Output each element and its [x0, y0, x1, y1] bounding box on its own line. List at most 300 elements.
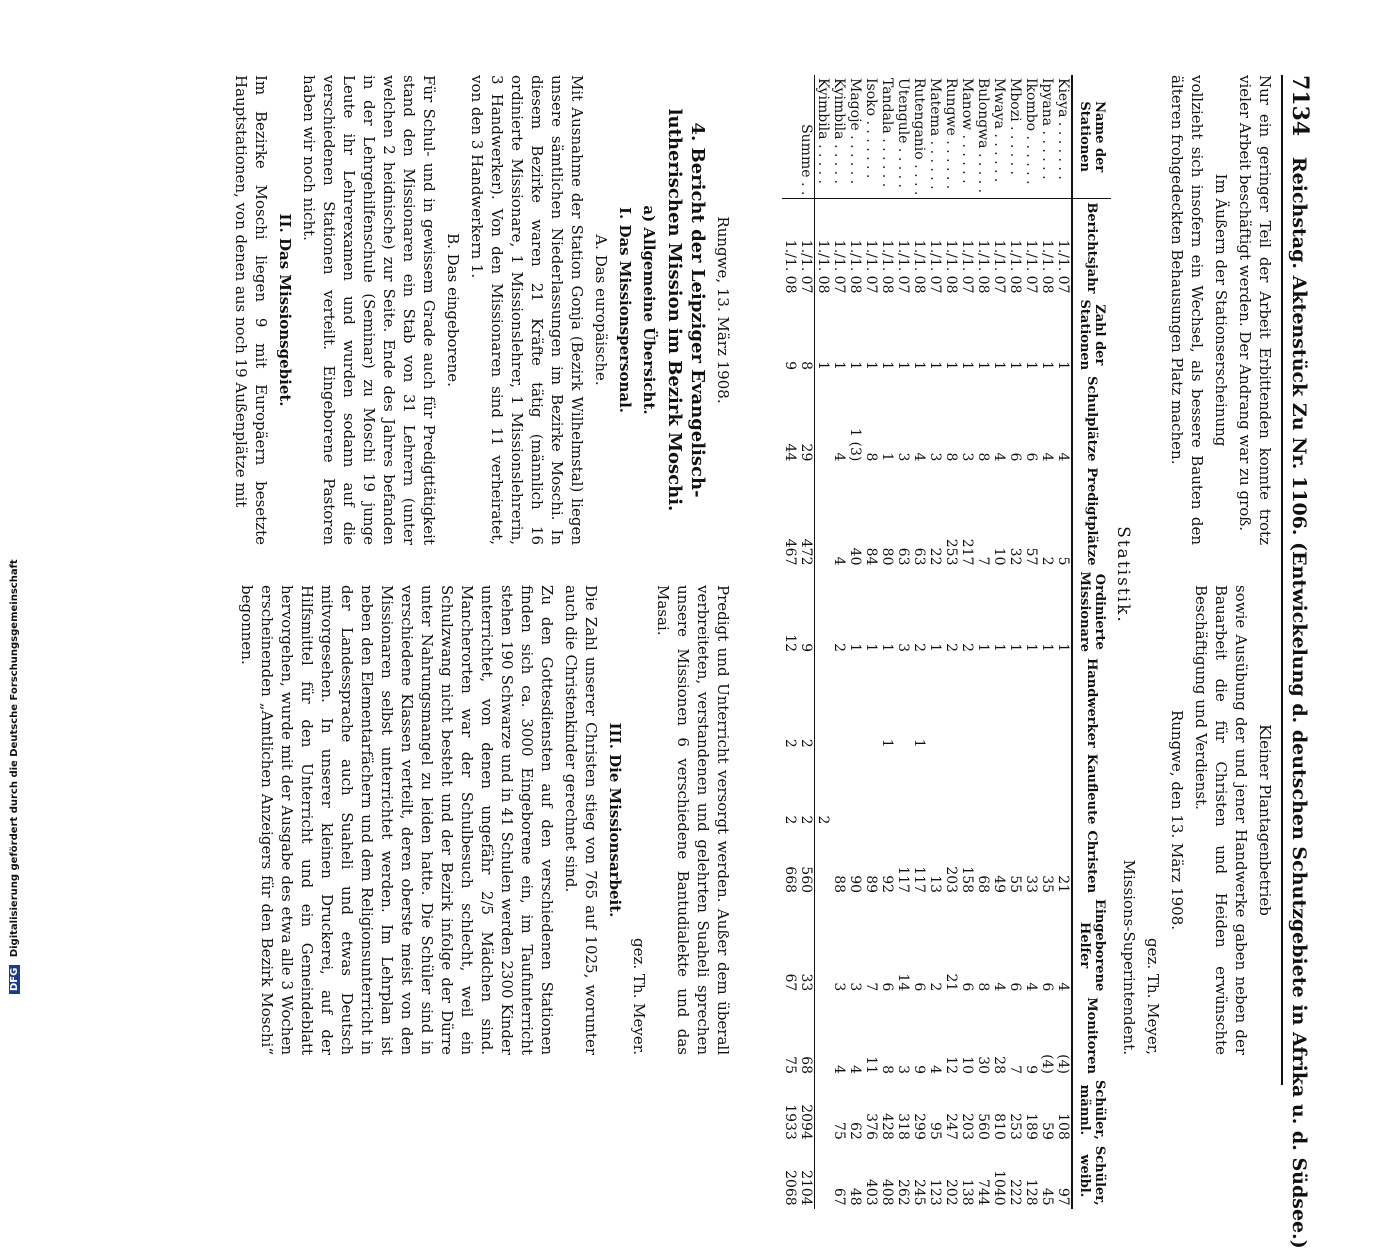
table-cell: 3	[895, 643, 911, 653]
table-cell: 29	[798, 373, 815, 464]
table-cell: 2	[927, 982, 943, 992]
table-cell: 33	[1023, 875, 1039, 894]
table-cell: 158	[959, 866, 975, 894]
table-cell: 30	[975, 1056, 991, 1074]
bottom-left-column	[227, 75, 733, 545]
table-cell: (4)	[1055, 1054, 1071, 1074]
table-cell	[815, 896, 832, 994]
table-cell: 13	[927, 875, 943, 894]
table-cell: 4	[1055, 452, 1071, 462]
table-cell: 1./1. 07	[831, 239, 847, 294]
table-cell: Ikombo . . . . . .	[1023, 75, 1039, 199]
top-right-column	[1115, 585, 1275, 1055]
table-cell: 1	[863, 643, 879, 653]
table-cell: 1	[879, 452, 895, 462]
table-cell: 744	[975, 1178, 991, 1206]
table-cell: 63	[895, 547, 911, 566]
table-cell	[863, 751, 879, 828]
table-cell: 247	[943, 1113, 959, 1140]
table-cell: 1	[1007, 361, 1023, 371]
table-cell	[927, 655, 943, 751]
table-cell	[975, 751, 991, 828]
table-cell: 467	[782, 538, 798, 566]
statistics-table	[782, 75, 1111, 1209]
table-cell	[1039, 655, 1055, 751]
table-cell: 6	[959, 982, 975, 992]
subheading: Kleiner Plantagenbetrieb	[1256, 724, 1274, 916]
table-cell: 560	[798, 827, 815, 896]
table-cell: 1./1. 08	[1039, 239, 1055, 294]
table-cell: 2	[959, 643, 975, 653]
column-header: Zahl der Stationen	[1072, 297, 1111, 374]
column-header: Monitoren	[1072, 994, 1111, 1077]
table-cell: 4	[991, 452, 1007, 462]
table-cell	[1055, 751, 1072, 828]
column-header: Handwerker	[1072, 655, 1111, 751]
table-row	[991, 75, 1007, 1209]
table-cell	[1007, 751, 1023, 828]
table-cell	[1007, 655, 1023, 751]
table-cell: 1./1. 08	[879, 239, 895, 294]
table-cell: 403	[863, 1178, 879, 1206]
table-cell: 68	[975, 875, 991, 894]
table-cell: 245	[911, 1178, 927, 1206]
table-cell: 3	[847, 982, 863, 992]
table-cell: 1	[975, 361, 991, 371]
sum-row	[782, 75, 798, 1209]
table-cell: 3	[927, 452, 943, 462]
table-cell: 2	[815, 815, 831, 825]
table-cell: 1	[1007, 643, 1023, 653]
table-cell: 108	[1055, 1113, 1071, 1140]
table-cell: Bulongwa . . . . .	[975, 75, 991, 199]
table-cell	[1023, 655, 1039, 751]
table-cell: 62	[847, 1122, 863, 1140]
table-cell: 1040	[991, 1170, 1007, 1206]
table-cell: 1./1. 08	[1007, 239, 1023, 294]
table-cell: 128	[1023, 1178, 1039, 1206]
table-cell: 75	[782, 1056, 798, 1074]
table-cell: 6	[1039, 982, 1055, 992]
table-cell: 1./1. 08	[911, 239, 927, 294]
table-cell: 22	[927, 547, 943, 566]
table-cell: 4	[831, 452, 847, 462]
table-cell	[943, 751, 959, 828]
table-cell	[815, 373, 832, 464]
table-cell: 80	[879, 547, 895, 566]
table-cell: 1 (3)	[847, 428, 863, 462]
table-cell: 3	[959, 452, 975, 462]
column-header: Schüler, weibl.	[1072, 1143, 1111, 1209]
table-cell: 1	[1039, 643, 1055, 653]
table-cell: 3	[831, 982, 847, 992]
sum-label	[782, 75, 798, 199]
table-cell: 1	[879, 738, 895, 748]
table-cell: 117	[911, 866, 927, 894]
subheading: a) Allgemeine Übersicht.	[640, 205, 658, 415]
table-cell: 35	[1039, 875, 1055, 894]
table-cell: 1	[1039, 361, 1055, 371]
table-cell: 7	[863, 982, 879, 992]
table-cell: 2068	[782, 1170, 798, 1206]
table-cell: 8	[975, 982, 991, 992]
subheading: A. Das europäische.	[592, 234, 610, 386]
table-row	[847, 75, 863, 1209]
table-cell: 1./1. 08	[815, 239, 831, 294]
table-cell	[959, 751, 975, 828]
header-rule	[1281, 75, 1283, 1085]
table-cell: Kyimbila . . . . .	[831, 75, 847, 199]
table-row	[1039, 75, 1055, 1209]
table-cell: 408	[879, 1178, 895, 1206]
table-cell: 1./1. 08	[782, 239, 798, 294]
table-cell: 21	[1055, 875, 1071, 894]
table-cell: 14	[895, 973, 911, 992]
paragraph: Predigt und Unterricht versorgt werden. Außer dem überall verbreiteten, verstandenen und gelehrten Suaheli sprechen unsere Missionen 6 verschiedene Bantudialekte und das Masai.	[654, 585, 732, 1055]
table-cell	[991, 751, 1007, 828]
table-cell: 21	[943, 973, 959, 992]
table-cell: 75	[831, 1122, 847, 1140]
table-cell: 318	[895, 1113, 911, 1140]
table-cell: 472	[798, 464, 815, 568]
table-cell: Tandala . . . . . .	[879, 75, 895, 199]
table-cell: 203	[943, 866, 959, 894]
paragraph: Mit Ausnahme der Station Gonja (Bezirk Wilhelmstal) liegen unsere sämtlichen Niederlassungen im Bezirke Moschi. In diesem Bezirke waren 21 Kräfte tätig (männlich 16 ordinierte Missionare, 1 Missionslehrer, 1 Missionslehrerin, 3 Handwerker). Von den Missionaren sind 11 verheiratet, von den 3 Handwerkern 1.	[468, 75, 586, 545]
table-cell: 2	[1039, 556, 1055, 566]
table-cell: 810	[991, 1113, 1007, 1140]
table-cell	[991, 655, 1007, 751]
table-cell: 1./1. 07	[959, 239, 975, 294]
table-cell	[863, 655, 879, 751]
table-cell: 9	[782, 361, 798, 371]
table-cell	[815, 994, 832, 1077]
table-row	[1007, 75, 1023, 1209]
table-cell: 1./1. 07	[1055, 239, 1071, 294]
sum-label: Summe . .	[798, 75, 815, 199]
table-cell: 1./1. 07	[1023, 239, 1039, 294]
table-cell	[895, 655, 911, 751]
table-cell: 8	[863, 452, 879, 462]
table-cell: 123	[927, 1178, 943, 1206]
table-cell: Matema . . . . . .	[927, 75, 943, 199]
table-cell: 1	[831, 361, 847, 371]
table-cell: 6	[1007, 452, 1023, 462]
table-cell	[1055, 655, 1072, 751]
table-row	[831, 75, 847, 1209]
table-cell	[815, 655, 832, 751]
table-cell: 2094	[798, 1077, 815, 1143]
table-cell: 2	[782, 815, 798, 825]
table-cell: 40	[847, 547, 863, 566]
table-cell: Rungwe . . . . . .	[943, 75, 959, 199]
table-cell: 253	[943, 538, 959, 566]
table-cell: 1	[1055, 643, 1071, 653]
table-cell: 4	[1055, 982, 1071, 992]
table-cell: 3	[895, 452, 911, 462]
table-cell: 1	[1023, 361, 1039, 371]
table-row	[895, 75, 911, 1209]
column-header: Schulplätze	[1072, 373, 1111, 464]
table-cell: 1./1. 08	[847, 239, 863, 294]
table-cell	[1039, 751, 1055, 828]
table-cell: 299	[911, 1113, 927, 1140]
table-cell: 10	[991, 547, 1007, 566]
column-header: Name der Stationen	[1072, 75, 1111, 199]
table-cell: 67	[782, 973, 798, 992]
signature: gez. Th. Meyer,	[1144, 938, 1162, 1055]
table-cell: 8	[879, 1065, 895, 1074]
subheading: Im Äußern der Stationserscheinung	[1212, 173, 1230, 447]
table-cell: 84	[863, 547, 879, 566]
table-cell: 1./1. 08	[943, 239, 959, 294]
table-cell	[1023, 751, 1039, 828]
place-date: Rungwe, 13. März 1908.	[714, 216, 732, 404]
paragraph: Zu den Gottesdiensten auf den verschiedenen Stationen finden sich ca. 3000 Eingeborene ein, im Taufunterricht stehen 190 Schwarze und in 41 Schulen werden 2300 Kinder unterrichtet, von denen ungefähr 2/5 Mädchen sind. Mancherorten war der Schulbesuch schlecht, weil ein Schulzwang nicht besteht und der Bezirk infolge der Dürre unter Nahrungsmangel zu leiden hatte. Die Schüler sind in verschiedene Klassen verteilt, deren oberste meist von den Missionaren selbst unterrichtet werden. Im Lehrplan ist neben den Elementarfächern und dem Religionsunterricht in der Landessprache auch Suaheli und etwas Deutsch mitvorgesehen. In unserer kleinen Druckerei, auf der Hilfsmittel für den Unterricht und ein Gemeindeblatt hervorgehen, wurde mit der Ausgabe des etwa alle 3 Wochen erscheinenden „Amtlichen Anzeigers für den Bezirk Moschi“ begonnen.	[238, 585, 556, 1055]
table-cell: 4	[927, 1065, 943, 1074]
paragraph: vollzieht sich insofern ein Wechsel, als bessere Bauten den älteren frohgedeckten Behausungen Platz machen.	[1168, 75, 1206, 545]
table-cell: 376	[863, 1113, 879, 1140]
table-cell: 8	[798, 297, 815, 374]
column-header: Ordinierte Missionare	[1072, 569, 1111, 656]
table-cell: 68	[798, 994, 815, 1077]
table-cell: 8	[943, 452, 959, 462]
table-cell: 7	[975, 556, 991, 566]
column-header: Eingeborene Helfer	[1072, 896, 1111, 994]
table-cell: 2	[798, 655, 815, 751]
footer-logo: DFG	[9, 965, 20, 994]
table-row	[911, 75, 927, 1209]
footer-text: Digitalisierung gefördert durch die Deutsche Forschungsgemeinschaft	[9, 559, 20, 958]
column-header: Schüler, männl.	[1072, 1077, 1111, 1143]
table-cell	[815, 569, 832, 656]
top-left-column	[1163, 75, 1275, 545]
table-cell: 189	[1023, 1113, 1039, 1140]
table-cell: 1./1. 07	[863, 239, 879, 294]
paragraph: Die Zahl unserer Christen stieg von 765 auf 1025, worunter auch die Christenkinder gerechnet sind.	[562, 585, 600, 1055]
table-cell: 4	[911, 452, 927, 462]
statistics-title: Statistik.	[1113, 526, 1133, 624]
table-cell: 1	[815, 361, 831, 371]
table-cell: 9	[798, 569, 815, 656]
subheading: III. Die Missionsarbeit.	[606, 722, 624, 918]
page-header	[1287, 75, 1313, 1249]
table-cell	[815, 1077, 832, 1143]
table-cell: 2	[911, 643, 927, 653]
paragraph: Nur ein geringer Teil der Arbeit Erbittenden konnte trotz vieler Arbeit beschäftigt werden. Der Andrang war zu groß.	[1236, 75, 1274, 545]
column-header: Christen	[1072, 827, 1111, 896]
table-cell: 1./1. 07	[798, 199, 815, 297]
table-cell: 67	[831, 1187, 847, 1206]
table-cell: 222	[1007, 1178, 1023, 1206]
table-cell	[815, 827, 832, 896]
table-cell: 28	[991, 1056, 1007, 1074]
table-cell: 117	[895, 866, 911, 894]
table-cell	[815, 464, 832, 568]
table-cell: 5	[1055, 556, 1071, 566]
table-cell	[959, 655, 975, 751]
table-cell: 1	[927, 643, 943, 653]
table-cell: 1	[879, 643, 895, 653]
table-cell: 32	[1007, 547, 1023, 566]
table-cell: Ipyana . . . . . .	[1039, 75, 1055, 199]
table-cell: 428	[879, 1113, 895, 1140]
subheading: I. Das Missionspersonal.	[616, 206, 634, 414]
table-cell: 1	[927, 361, 943, 371]
table-cell: 1./1. 07	[927, 239, 943, 294]
table-cell	[831, 751, 847, 828]
table-row	[815, 75, 832, 1209]
table-cell: 560	[975, 1113, 991, 1140]
table-cell: 90	[847, 875, 863, 894]
table-cell: 45	[1039, 1187, 1055, 1206]
place-date: Rungwe, den 13. März 1908.	[1168, 709, 1186, 931]
table-cell: 55	[1007, 875, 1023, 894]
table-cell: Kieya . . . . . . .	[1055, 75, 1072, 199]
page-number: 7134	[1287, 75, 1313, 137]
table-cell	[927, 751, 943, 828]
table-cell: 1	[911, 361, 927, 371]
signature-role: Missions-Superintendent.	[1120, 859, 1138, 1055]
table-cell: Mbozi . . . . . .	[1007, 75, 1023, 199]
table-cell: 7	[1007, 1065, 1023, 1074]
table-row	[1055, 75, 1072, 1209]
table-cell	[831, 655, 847, 751]
table-cell: 1./1. 08	[975, 239, 991, 294]
table-cell: 2	[943, 643, 959, 653]
table-cell: 138	[959, 1178, 975, 1206]
table-cell: 63	[911, 547, 927, 566]
subheading: II. Das Missionsgebiet.	[276, 213, 294, 407]
table-cell: 1	[943, 361, 959, 371]
table-cell: 88	[831, 875, 847, 894]
paragraph: Im Bezirke Moschi liegen 9 mit Europäern besetzte Hauptstationen, von denen aus noch 19 Außenplätze mit	[232, 75, 270, 545]
subheading: B. Das eingeborene.	[444, 233, 462, 387]
page-title: Reichstag. Aktenstück Zu Nr. 1106. (Entwickelung d. deutschen Schutzgebiete in Afrika u. d. Südsee.)	[1288, 156, 1310, 1249]
table-cell: 1	[1055, 361, 1071, 371]
table-header-row	[1072, 75, 1111, 1209]
signature: gez. Th. Meyer.	[630, 938, 648, 1055]
paragraph: Für Schul- und in gewissem Grade auch für Predigttätigkeit stand den Missionaren ein Stab von 31 Lehrern (unter welchen 2 heidnische) zur Seite. Ende des Jahres befanden in der Lehrgehilfenschule (Seminar) zu Moschi 19 junge Leute ihr Lehrerexamen und wurden sodann auf die verschiedenen Stationen verteilt. Eingeborene Pastoren haben wir noch nicht.	[300, 75, 438, 545]
table-cell: 1933	[782, 1104, 798, 1140]
table-row	[959, 75, 975, 1209]
table-cell: 44	[782, 443, 798, 462]
table-cell	[975, 655, 991, 751]
table-cell: 10	[959, 1056, 975, 1074]
table-cell	[911, 751, 927, 828]
table-cell: 1	[991, 361, 1007, 371]
table-cell: 6	[1023, 452, 1039, 462]
table-cell: 2	[798, 751, 815, 828]
table-cell: 33	[798, 896, 815, 994]
table-cell: 1	[847, 361, 863, 371]
table-cell: 217	[959, 538, 975, 566]
table-cell: 4	[1023, 982, 1039, 992]
table-cell: 9	[911, 1065, 927, 1074]
column-header: Predigtplätze	[1072, 464, 1111, 568]
table-cell: (4)	[1039, 1054, 1055, 1074]
table-cell: 92	[879, 875, 895, 894]
section-title: 4. Bericht der Leipziger Evangelisch-lutherischen Mission im Bezirk Moschi.	[664, 108, 708, 512]
table-cell: 9	[1023, 1065, 1039, 1074]
table-cell: 203	[959, 1113, 975, 1140]
table-cell: 49	[991, 875, 1007, 894]
paragraph: sowie Ausübung der und jener Handwerke gaben neben der Bauarbeit die für Christen und Heiden erwünschte Beschäftigung und Verdienst.	[1192, 585, 1250, 1055]
table-cell: 1	[991, 643, 1007, 653]
table-cell: Mwaya . . . . . .	[991, 75, 1007, 199]
table-cell: 1	[879, 361, 895, 371]
table-cell: 59	[1039, 1122, 1055, 1140]
table-cell: 202	[943, 1178, 959, 1206]
table-cell: 57	[1023, 547, 1039, 566]
table-cell: 1	[895, 361, 911, 371]
table-cell: 4	[847, 1065, 863, 1074]
table-cell: 48	[847, 1187, 863, 1206]
table-cell: 11	[863, 1056, 879, 1074]
table-cell: 3	[895, 1065, 911, 1074]
table-cell: Manow . . . . . .	[959, 75, 975, 199]
table-cell: 668	[782, 866, 798, 894]
table-cell: Rutenganio . . . .	[911, 75, 927, 199]
table-cell	[815, 1143, 832, 1209]
column-header: Kaufleute	[1072, 751, 1111, 828]
table-cell	[895, 751, 911, 828]
table-cell: 6	[879, 982, 895, 992]
table-row	[927, 75, 943, 1209]
table-cell: 1./1. 07	[991, 239, 1007, 294]
footer	[6, 4, 20, 994]
table-cell: 1	[911, 738, 927, 748]
table-cell	[879, 751, 895, 828]
table-cell: 95	[927, 1122, 943, 1140]
table-cell: 89	[863, 875, 879, 894]
table-cell: 6	[1007, 982, 1023, 992]
sum-row	[798, 75, 815, 1209]
table-cell: Isoko . . . . . . .	[863, 75, 879, 199]
table-cell: 12	[782, 634, 798, 653]
table-cell: 253	[1007, 1113, 1023, 1140]
table-cell: 4	[831, 1065, 847, 1074]
table-cell	[847, 751, 863, 828]
table-cell: 4	[1039, 452, 1055, 462]
table-cell	[847, 655, 863, 751]
column-header: Berichtsjahr	[1072, 199, 1111, 297]
table-cell: 4	[991, 982, 1007, 992]
table-cell: 1./1. 07	[895, 239, 911, 294]
table-cell: 1	[1023, 643, 1039, 653]
table-cell: 1	[863, 361, 879, 371]
table-cell: 2	[782, 738, 798, 748]
table-cell: 1	[975, 643, 991, 653]
table-cell: 97	[1055, 1187, 1071, 1206]
table-cell: Utengule . . . . .	[895, 75, 911, 199]
table-row	[943, 75, 959, 1209]
table-cell: 1	[847, 643, 863, 653]
table-cell: 1	[959, 361, 975, 371]
table-row	[863, 75, 879, 1209]
bottom-right-column	[233, 585, 733, 1055]
table-row	[1023, 75, 1039, 1209]
table-cell: Magoje . . . . . .	[847, 75, 863, 199]
table-cell: 12	[943, 1056, 959, 1074]
table-cell: 8	[975, 452, 991, 462]
table-cell: 6	[911, 982, 927, 992]
table-cell: 2104	[798, 1143, 815, 1209]
table-cell: Kyimbila . . . . .	[815, 75, 832, 199]
table-row	[975, 75, 991, 1209]
table-row	[879, 75, 895, 1209]
table-cell: 262	[895, 1178, 911, 1206]
table-cell: 2	[831, 643, 847, 653]
